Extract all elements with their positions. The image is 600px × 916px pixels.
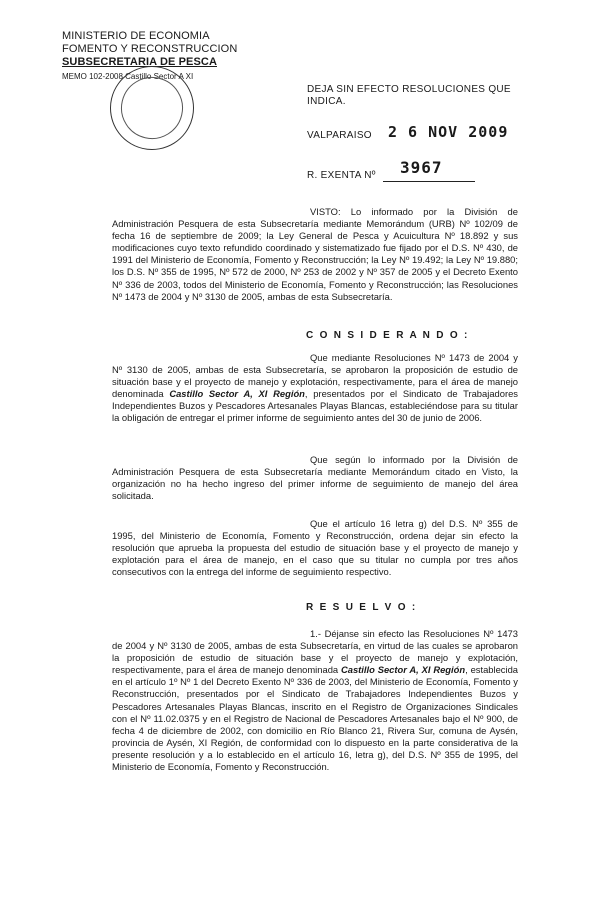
considerando-p2-text: Que según lo informado por la División de Administración Pesquera de esta Subsecretaría mediante Memorándum citado en Visto, la organización no ha hecho ingreso del primer informe de seguimiento de manejo del área solicitada. — [112, 454, 518, 502]
document-title-line2: INDICA. — [307, 96, 346, 107]
resolution-label: R. EXENTA Nº — [307, 170, 376, 181]
considerando-p1-pre: Que mediante Resoluciones Nº 1473 de 2004 y Nº 3130 de 2005, ambas de esta Subsecretaría, se aprobaron la proposición de estudio de situación base y el proyecto de manejo y explotación, respectivamente, para el área de manejo denominada — [112, 352, 518, 400]
resolution-number-underline — [383, 181, 475, 182]
area-name: Castillo Sector A, XI Región — [169, 388, 305, 400]
stamp-inner-ring — [109, 65, 194, 150]
resuelvo-paragraph-1 — [112, 628, 518, 773]
subsecretaria-name: SUBSECRETARIA DE PESCA — [62, 56, 217, 68]
ministry-subname: FOMENTO Y RECONSTRUCCION — [62, 43, 238, 55]
considerando-paragraph-3 — [112, 518, 518, 578]
considerando-p3-text: Que el artículo 16 letra g) del D.S. Nº 355 de 1995, del Ministerio de Economía, Fomento y Reconstrucción, ordena dejar sin efecto la resolución que aprueba la propuesta del estudio de situación base y el proyecto de manejo y explotación para el área de manejo, en el caso que su titular no cumpla por tres años consecutivos con la entrega del informe de seguimiento respectivo. — [112, 518, 518, 578]
resuelvo-heading: R E S U E L V O : — [306, 602, 417, 613]
memo-reference: MEMO 102-2008 Castillo Sector A XI — [62, 72, 194, 81]
considerando-heading: C O N S I D E R A N D O : — [306, 330, 470, 341]
visto-text: Lo informado por la División de Administración Pesquera de esta Subsecretaría mediante Memorándum (URB) Nº 102/09 de fecha 16 de septiembre de 2009; la Ley General de Pesca y Acuicultura Nº 18.892 y sus modificaciones cuyo texto refundido coordinado y sistematizado fue fijado por el D.S. Nº 430, de 1991 del Ministerio de Economía, Fomento y Reconstrucción; la Ley Nº 19.492; la Ley Nº 19.880; los D.S. Nº 355 de 1995, Nº 572 de 2000, Nº 253 de 2002 y Nº 357 de 2005 y el Decreto Exento Nº 336 de 2003, todos del Ministerio de Economía, Fomento y Reconstrucción; las Resoluciones Nº 1473 de 2004 y Nº 3130 de 2005, ambas de esta Subsecretaría. — [112, 206, 518, 302]
resolution-number: 3967 — [400, 158, 443, 177]
resuelvo-p1-pre: 1.- Déjanse sin efecto las Resoluciones Nº 1473 de 2004 y Nº 3130 de 2005, ambas de esta Subsecretaría, en virtud de las cuales se aprobaron la proposición de estudio de situación base y el proyecto de manejo y explotación, respectivamente, para el área de manejo denominada — [112, 628, 518, 676]
visto-label: VISTO: — [310, 206, 341, 217]
resuelvo-area-name: Castillo Sector A, XI Región — [340, 664, 466, 676]
considerando-paragraph-1 — [112, 352, 518, 425]
considerando-p1-post: , presentados por el Sindicato de Trabajadores Independientes Buzos y Pescadores Artesanales Playas Blancas, estableciéndose para su titular la obligación de entregar el primer informe de seguimiento antes del 30 de junio de 2006. — [112, 388, 518, 424]
resuelvo-p1-post: , establecida en el artículo 1º Nº 1 del Decreto Exento Nº 336 de 2003, del Ministerio de Economía, Fomento y Reconstrucción, presentados por el Sindicato de Trabajadores Independientes Buzos y Pescadores Artesanales Playas Blancas, inscrito en el Registro de Organizaciones Sindicales con el Nº 11.02.0375 y en el Registro de Nacional de Pescadores Artesanales bajo el Nº 900, de fecha 4 de diciembre de 2002, con domicilio en Río Blanco 21, Rivera Sur, comuna de Aysén, provincia de Aysén, XI Región, de conformidad con lo dispuesto en la parte considerativa de la presente resolución y a lo establecido en el artículo 16, letra g), del D.S. Nº 355 de 1995, del Ministerio de Economía, Fomento y Reconstrucción. — [112, 664, 518, 773]
document-title-line1: DEJA SIN EFECTO RESOLUCIONES QUE — [307, 84, 511, 95]
considerando-paragraph-2 — [112, 454, 518, 502]
handwritten-date: 2 6 NOV 2009 — [388, 123, 509, 141]
ministry-name: MINISTERIO DE ECONOMIA — [62, 30, 210, 42]
place-label: VALPARAISO — [307, 130, 372, 141]
visto-paragraph — [112, 206, 518, 303]
